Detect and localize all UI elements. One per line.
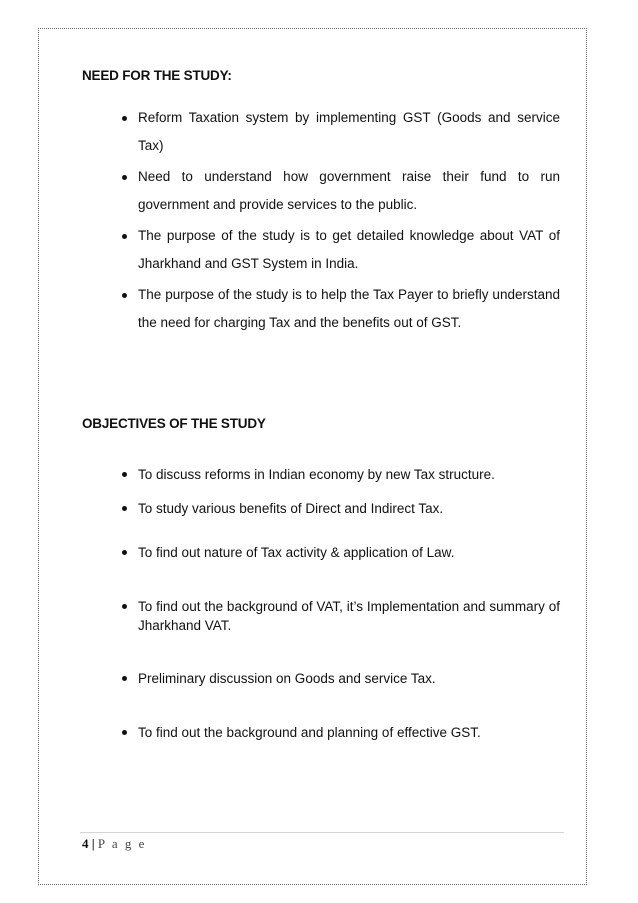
- list-item: Preliminary discussion on Goods and service Tax.: [120, 669, 560, 688]
- list-item: The purpose of the study is to get detailed knowledge about VAT of Jharkhand and GST System in India.: [120, 222, 560, 278]
- list-item: The purpose of the study is to help the Tax Payer to briefly understand the need for charging Tax and the benefits out of GST.: [120, 281, 560, 337]
- page-label: P a g e: [97, 836, 147, 851]
- list-item: To study various benefits of Direct and Indirect Tax.: [120, 499, 560, 518]
- list-item: To find out nature of Tax activity & application of Law.: [120, 543, 560, 562]
- list-item: To find out the background of VAT, it’s Implementation and summary of Jharkhand VAT.: [120, 597, 560, 635]
- list-item: To discuss reforms in Indian economy by new Tax structure.: [120, 465, 560, 484]
- list-item: Need to understand how government raise their fund to run government and provide services to the public.: [120, 163, 560, 219]
- page-footer: [82, 836, 146, 852]
- list-item: To find out the background and planning of effective GST.: [120, 723, 560, 742]
- need-for-study-heading: NEED FOR THE STUDY:: [82, 68, 232, 83]
- list-item: Reform Taxation system by implementing GST (Goods and service Tax): [120, 104, 560, 160]
- page-number: 4: [82, 836, 89, 851]
- footer-divider: [80, 832, 564, 833]
- need-for-study-list: [120, 104, 560, 340]
- objectives-heading: OBJECTIVES OF THE STUDY: [82, 416, 266, 431]
- objectives-list: [120, 465, 560, 742]
- footer-separator: |: [91, 836, 95, 851]
